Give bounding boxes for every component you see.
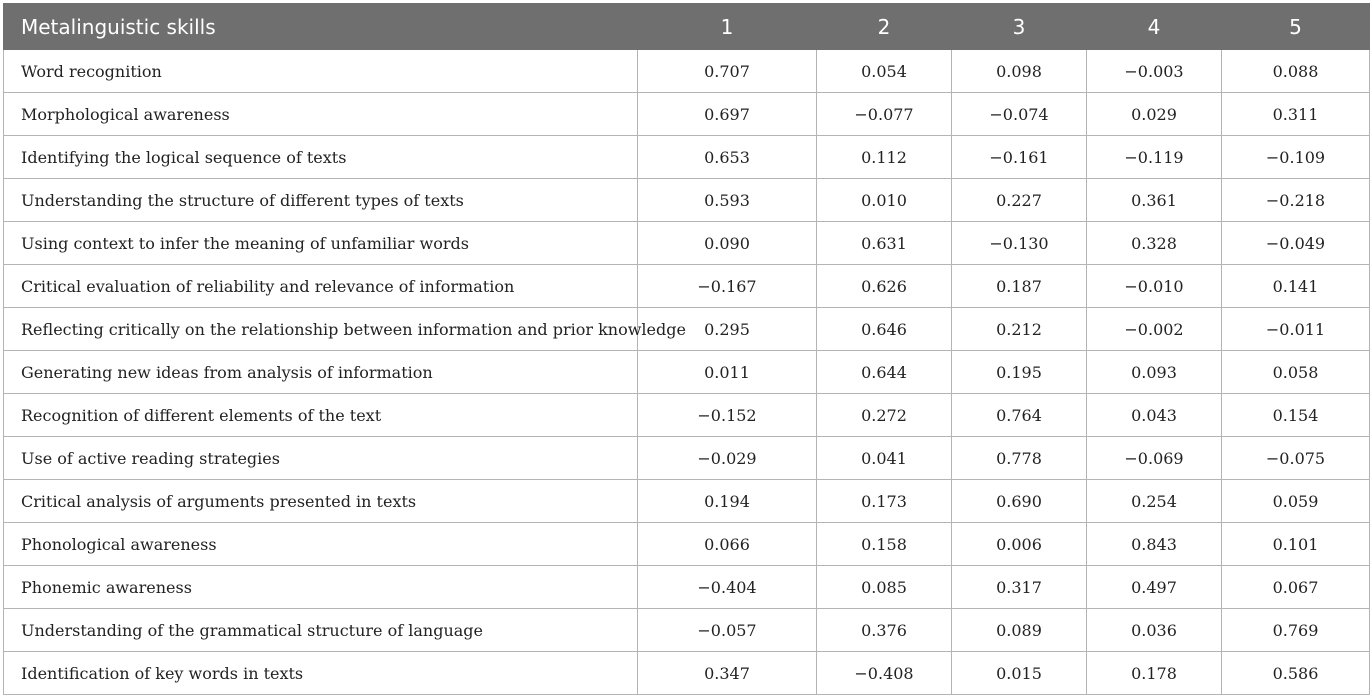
loading-cell-factor-4: −0.002 [1087,308,1222,351]
loading-cell-factor-1: 0.011 [638,351,817,394]
table-row [4,308,1370,351]
loading-cell-factor-5: 0.769 [1222,609,1370,652]
loading-cell-factor-4: −0.003 [1087,50,1222,93]
loading-cell-factor-4: 0.036 [1087,609,1222,652]
loading-cell-factor-5: 0.101 [1222,523,1370,566]
skill-name-cell: Use of active reading strategies [4,437,638,480]
skill-name-cell: Understanding of the grammatical structure of language [4,609,638,652]
loading-cell-factor-3: 0.227 [952,179,1087,222]
loading-cell-factor-4: 0.254 [1087,480,1222,523]
table-row [4,394,1370,437]
loading-cell-factor-1: 0.066 [638,523,817,566]
skill-name-cell: Reflecting critically on the relationship between information and prior knowledge [4,308,638,351]
loading-cell-factor-2: 0.085 [817,566,952,609]
loading-cell-factor-5: −0.109 [1222,136,1370,179]
loading-cell-factor-3: 0.006 [952,523,1087,566]
loading-cell-factor-1: 0.653 [638,136,817,179]
loading-cell-factor-3: 0.098 [952,50,1087,93]
header-factor-4: 4 [1087,4,1222,50]
loading-cell-factor-3: 0.764 [952,394,1087,437]
loading-cell-factor-1: −0.057 [638,609,817,652]
loading-cell-factor-3: 0.187 [952,265,1087,308]
table-row [4,179,1370,222]
loading-cell-factor-5: 0.088 [1222,50,1370,93]
loading-cell-factor-4: 0.361 [1087,179,1222,222]
skill-name-cell: Recognition of different elements of the text [4,394,638,437]
loading-cell-factor-3: 0.015 [952,652,1087,695]
loading-cell-factor-2: 0.631 [817,222,952,265]
loading-cell-factor-3: 0.089 [952,609,1087,652]
loading-cell-factor-1: 0.347 [638,652,817,695]
factor-loadings-table [3,3,1370,695]
loading-cell-factor-3: −0.074 [952,93,1087,136]
loading-cell-factor-2: 0.010 [817,179,952,222]
skill-name-cell: Understanding the structure of different types of texts [4,179,638,222]
table-row [4,50,1370,93]
loading-cell-factor-4: 0.043 [1087,394,1222,437]
loading-cell-factor-2: −0.077 [817,93,952,136]
loading-cell-factor-2: 0.272 [817,394,952,437]
table-row [4,652,1370,695]
loading-cell-factor-1: 0.090 [638,222,817,265]
loading-cell-factor-3: 0.317 [952,566,1087,609]
loading-cell-factor-3: −0.161 [952,136,1087,179]
header-factor-3: 3 [952,4,1087,50]
table-row [4,222,1370,265]
skill-name-cell: Identification of key words in texts [4,652,638,695]
header-row [4,4,1370,50]
table-row [4,480,1370,523]
table-row [4,566,1370,609]
loading-cell-factor-4: 0.178 [1087,652,1222,695]
skill-name-cell: Phonological awareness [4,523,638,566]
loading-cell-factor-4: 0.093 [1087,351,1222,394]
loading-cell-factor-4: 0.843 [1087,523,1222,566]
loading-cell-factor-2: 0.376 [817,609,952,652]
skill-name-cell: Phonemic awareness [4,566,638,609]
loading-cell-factor-4: 0.497 [1087,566,1222,609]
loading-cell-factor-5: −0.011 [1222,308,1370,351]
loading-cell-factor-5: 0.141 [1222,265,1370,308]
loading-cell-factor-4: 0.328 [1087,222,1222,265]
loading-cell-factor-5: −0.049 [1222,222,1370,265]
table-row [4,437,1370,480]
loading-cell-factor-1: 0.707 [638,50,817,93]
loading-cell-factor-3: 0.212 [952,308,1087,351]
loading-cell-factor-5: 0.067 [1222,566,1370,609]
loading-cell-factor-2: 0.173 [817,480,952,523]
skill-name-cell: Critical analysis of arguments presented in texts [4,480,638,523]
loading-cell-factor-2: 0.054 [817,50,952,93]
loading-cell-factor-1: 0.697 [638,93,817,136]
loading-cell-factor-3: 0.195 [952,351,1087,394]
header-factor-5: 5 [1222,4,1370,50]
loading-cell-factor-5: −0.075 [1222,437,1370,480]
loading-cell-factor-3: 0.690 [952,480,1087,523]
loading-cell-factor-2: −0.408 [817,652,952,695]
loading-cell-factor-1: 0.295 [638,308,817,351]
skill-name-cell: Identifying the logical sequence of texts [4,136,638,179]
table-row [4,265,1370,308]
loading-cell-factor-3: −0.130 [952,222,1087,265]
table-header [4,4,1370,50]
header-factor-1: 1 [638,4,817,50]
table-row [4,93,1370,136]
loading-cell-factor-4: 0.029 [1087,93,1222,136]
loading-cell-factor-2: 0.644 [817,351,952,394]
table-row [4,609,1370,652]
loading-cell-factor-2: 0.646 [817,308,952,351]
skill-name-cell: Word recognition [4,50,638,93]
loading-cell-factor-5: 0.311 [1222,93,1370,136]
table-row [4,136,1370,179]
table-row [4,351,1370,394]
loading-cell-factor-5: 0.586 [1222,652,1370,695]
table-row [4,523,1370,566]
loading-cell-factor-1: −0.029 [638,437,817,480]
loading-cell-factor-2: 0.626 [817,265,952,308]
loading-cell-factor-4: −0.069 [1087,437,1222,480]
table-body [4,50,1370,695]
loading-cell-factor-5: −0.218 [1222,179,1370,222]
loading-cell-factor-2: 0.112 [817,136,952,179]
loading-cell-factor-5: 0.154 [1222,394,1370,437]
loading-cell-factor-5: 0.058 [1222,351,1370,394]
loading-cell-factor-1: −0.404 [638,566,817,609]
loading-cell-factor-4: −0.119 [1087,136,1222,179]
loading-cell-factor-1: 0.194 [638,480,817,523]
loading-cell-factor-2: 0.158 [817,523,952,566]
header-factor-2: 2 [817,4,952,50]
skill-name-cell: Using context to infer the meaning of unfamiliar words [4,222,638,265]
loading-cell-factor-1: −0.152 [638,394,817,437]
loading-cell-factor-3: 0.778 [952,437,1087,480]
header-skills: Metalinguistic skills [4,4,638,50]
loading-cell-factor-1: 0.593 [638,179,817,222]
skill-name-cell: Morphological awareness [4,93,638,136]
loading-cell-factor-2: 0.041 [817,437,952,480]
loading-cell-factor-5: 0.059 [1222,480,1370,523]
loading-cell-factor-4: −0.010 [1087,265,1222,308]
loading-cell-factor-1: −0.167 [638,265,817,308]
skill-name-cell: Generating new ideas from analysis of information [4,351,638,394]
skill-name-cell: Critical evaluation of reliability and relevance of information [4,265,638,308]
